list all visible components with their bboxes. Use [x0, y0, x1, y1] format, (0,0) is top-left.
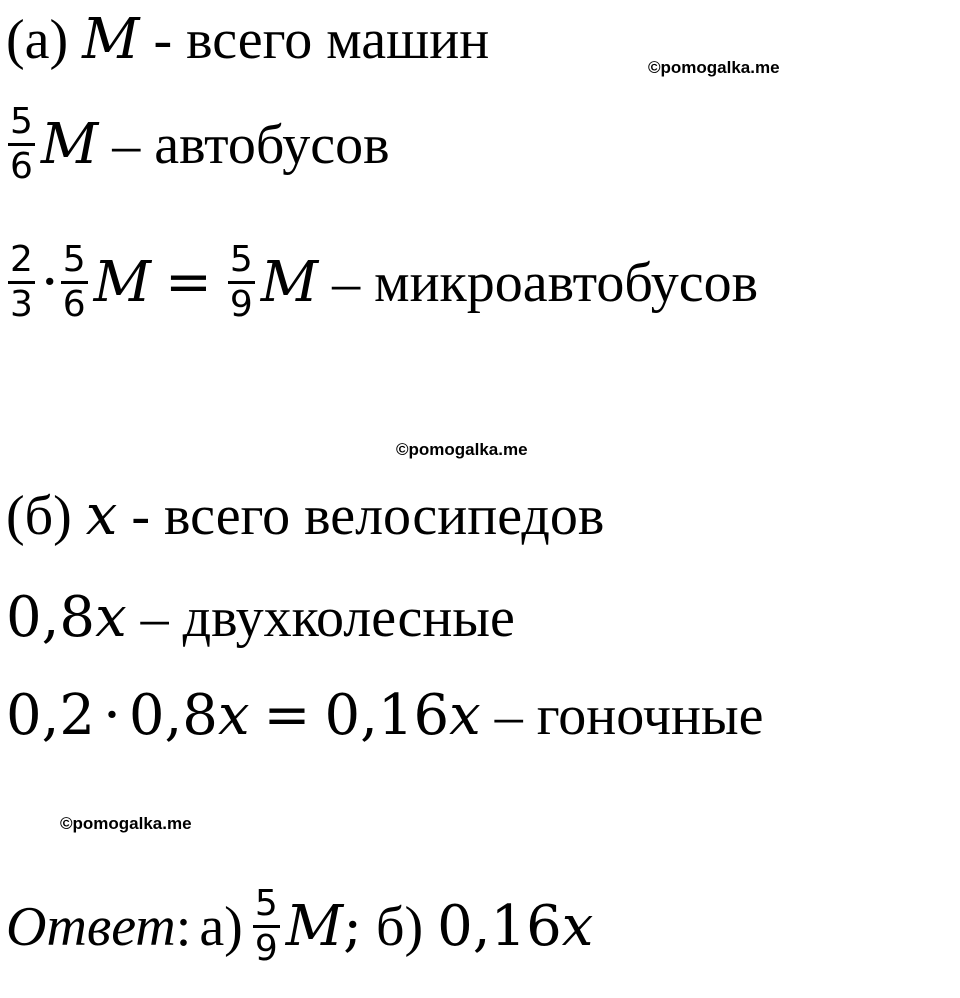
answer-a-label: а) [199, 895, 243, 958]
part-b-line-2 [6, 585, 515, 650]
part-b-prefix: (б) [6, 485, 72, 547]
answer-b-coefficient: 0,16 [437, 893, 562, 959]
factor-a: 0,2 [6, 683, 96, 748]
variable-x: x [217, 683, 250, 748]
equals-sign: = [164, 249, 212, 315]
result-coefficient: 0,16 [324, 683, 450, 748]
variable-m: M [40, 111, 99, 177]
variable-m: M [82, 7, 140, 72]
fraction-two-thirds: $\frac{2}{3}$ [10, 239, 33, 325]
variable-x: x [95, 585, 127, 650]
part-b-line-3 [6, 683, 764, 748]
multiply-dot: · [40, 249, 59, 315]
part-b-line-1 [6, 483, 605, 548]
variable-x: x [85, 483, 118, 548]
part-b-line-2-text: – двухколесные [140, 587, 515, 649]
variable-m: M [285, 893, 344, 959]
variable-x: x [561, 893, 594, 959]
watermark: ©pomogalka.me [648, 58, 780, 77]
multiply-dot: · [103, 683, 121, 748]
answer-line [6, 883, 594, 969]
fraction-five-ninths: $\frac{5}{9}$ [254, 883, 278, 969]
answer-label: Ответ [6, 895, 176, 958]
fraction-five-ninths: $\frac{5}{9}$ [229, 239, 253, 325]
watermark: ©pomogalka.me [396, 440, 528, 459]
variable-m: M [260, 249, 319, 315]
part-a-line-3 [6, 239, 759, 325]
watermark: ©pomogalka.me [60, 814, 192, 833]
variable-m: M [93, 249, 151, 315]
equals-sign: = [263, 683, 311, 748]
part-a-line-1 [6, 7, 490, 72]
answer-colon: : [175, 895, 192, 958]
part-a-line-2-text: – автобусов [112, 113, 390, 176]
part-a-prefix: (а) [6, 9, 69, 71]
part-a-line-2 [6, 101, 390, 187]
part-b-line-1-text: - всего велосипедов [131, 485, 605, 547]
factor-b: 0,8 [128, 683, 218, 748]
part-a-line-3-text: – микроавтобусов [332, 251, 759, 314]
answer-b-label: б) [375, 895, 424, 958]
part-a-line-1-text: - всего машин [153, 9, 490, 71]
fraction-five-sixths: $\frac{5}{6}$ [10, 101, 33, 187]
part-b-line-3-text: – гоночные [494, 685, 764, 747]
coefficient: 0,8 [6, 585, 96, 650]
variable-x: x [449, 683, 481, 748]
answer-separator: ; [343, 893, 362, 959]
fraction-five-sixths: $\frac{5}{6}$ [62, 239, 86, 325]
